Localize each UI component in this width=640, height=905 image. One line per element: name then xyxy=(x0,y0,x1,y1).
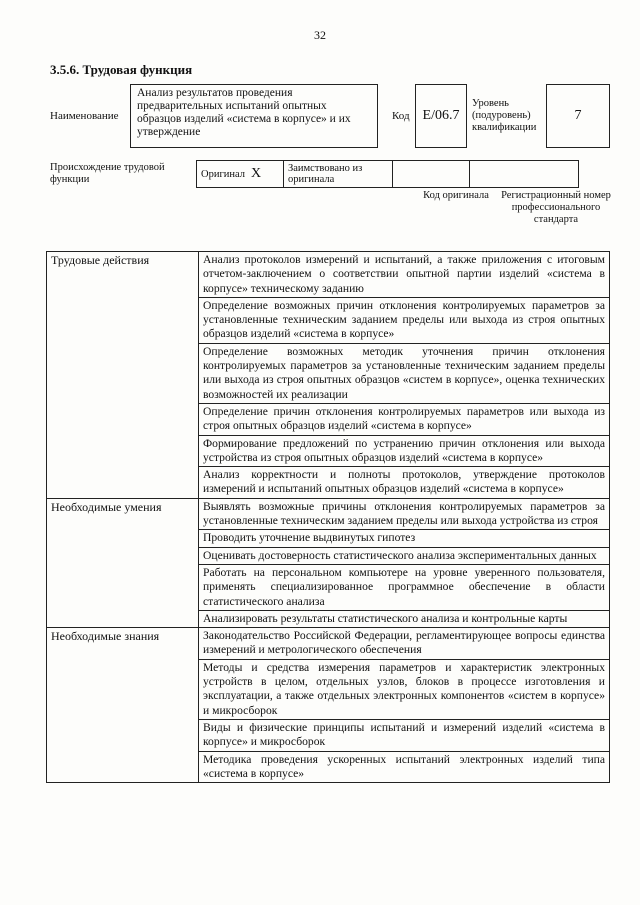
required-skills-title: Необходимые умения xyxy=(47,498,199,627)
labor-actions-item: Анализ корректности и полноты протоколов, утверждение протоколов измерений и испытаний опытных образцов изделий «система в корпусе» xyxy=(199,467,610,499)
function-name-box xyxy=(130,84,378,148)
required-knowledge-title: Необходимые знания xyxy=(47,628,199,783)
origin-original-cell xyxy=(197,161,284,188)
origin-table xyxy=(196,160,579,188)
page-number: 32 xyxy=(314,28,326,42)
code-value: E/06.7 xyxy=(422,108,460,123)
labor-actions-item: Формирование предложений по устранению причин отклонения или выхода устройства из строя опытных образцов изделий «система в корпусе» xyxy=(199,435,610,467)
code-label: Код xyxy=(392,110,410,122)
level-value: 7 xyxy=(574,108,582,123)
origin-code-cell xyxy=(393,161,470,188)
table-row xyxy=(47,252,610,298)
original-label: Оригинал xyxy=(201,169,245,180)
required-knowledge-item: Методика проведения ускоренных испытаний электронных изделий типа «система в корпусе» xyxy=(199,751,610,783)
name-label: Наименование xyxy=(50,110,119,122)
labor-function-table-body xyxy=(47,252,610,783)
code-original-label: Код оригинала xyxy=(423,190,489,201)
labor-actions-item: Определение возможных причин отклонения контролируемых параметров за установленные техническим заданием пределы или выхода из строя опытных образцов изделий «система в корпусе» xyxy=(199,297,610,343)
origin-reg-cell xyxy=(470,161,579,188)
original-mark: X xyxy=(251,166,262,181)
required-skills-item: Проводить уточнение выдвинутых гипотез xyxy=(199,530,610,547)
function-name: Анализ результатов проведения предварительных испытаний опытных образцов изделий «система в корпусе» и их утверждение xyxy=(137,87,351,138)
code-value-box xyxy=(415,84,467,148)
required-skills-item: Работать на персональном компьютере на уровне уверенного пользователя, применять специализированное программное обеспечение в области статистического анализа xyxy=(199,564,610,610)
borrowed-label: Заимствовано из оригинала xyxy=(288,163,363,185)
table-row xyxy=(47,498,610,530)
origin-borrowed-cell xyxy=(284,161,393,188)
table-row xyxy=(47,628,610,660)
reg-number-label: Регистрационный номер профессионального стандарта xyxy=(501,190,611,225)
section-title: 3.5.6. Трудовая функция xyxy=(50,62,193,77)
required-skills-item: Анализировать результаты статистического анализа и контрольные карты xyxy=(199,610,610,627)
required-skills-item: Выявлять возможные причины отклонения контролируемых параметров за установленные техническим заданием пределы или выхода устройства из строя xyxy=(199,498,610,530)
required-skills-item: Оценивать достоверность статистического анализа экспериментальных данных xyxy=(199,547,610,564)
labor-actions-title: Трудовые действия xyxy=(47,252,199,499)
required-knowledge-item: Методы и средства измерения параметров и характеристик электронных устройств в целом, отдельных узлов, блоков в процессе изготовления и эксплуатации, а также отдельных электронных компонентов «систем в корпусе» и микросборок xyxy=(199,659,610,719)
labor-actions-item: Определение возможных методик уточнения причин отклонения контролируемых параметров за установленные техническим заданием пределы или выхода из строя опытных образцов «систем в корпусе», оценка технических возможностей их реализации xyxy=(199,343,610,403)
required-knowledge-item: Виды и физические принципы испытаний и измерений изделий «система в корпусе» и микросборок xyxy=(199,719,610,751)
origin-label: Происхождение трудовой функции xyxy=(50,162,165,185)
labor-actions-item: Анализ протоколов измерений и испытаний, а также приложения с итоговым отчетом-заключением о соответствии опытной партии изделий «система в корпусе» техническому заданию xyxy=(199,252,610,298)
labor-function-table xyxy=(46,251,610,783)
level-label: Уровень (подуровень) квалификации xyxy=(472,98,537,133)
labor-actions-item: Определение причин отклонения контролируемых параметров или выхода из строя опытных образцов изделий «система в корпусе» xyxy=(199,403,610,435)
required-knowledge-item: Законодательство Российской Федерации, регламентирующее вопросы единства измерений и метрологического обеспечения xyxy=(199,628,610,660)
level-value-box xyxy=(546,84,610,148)
